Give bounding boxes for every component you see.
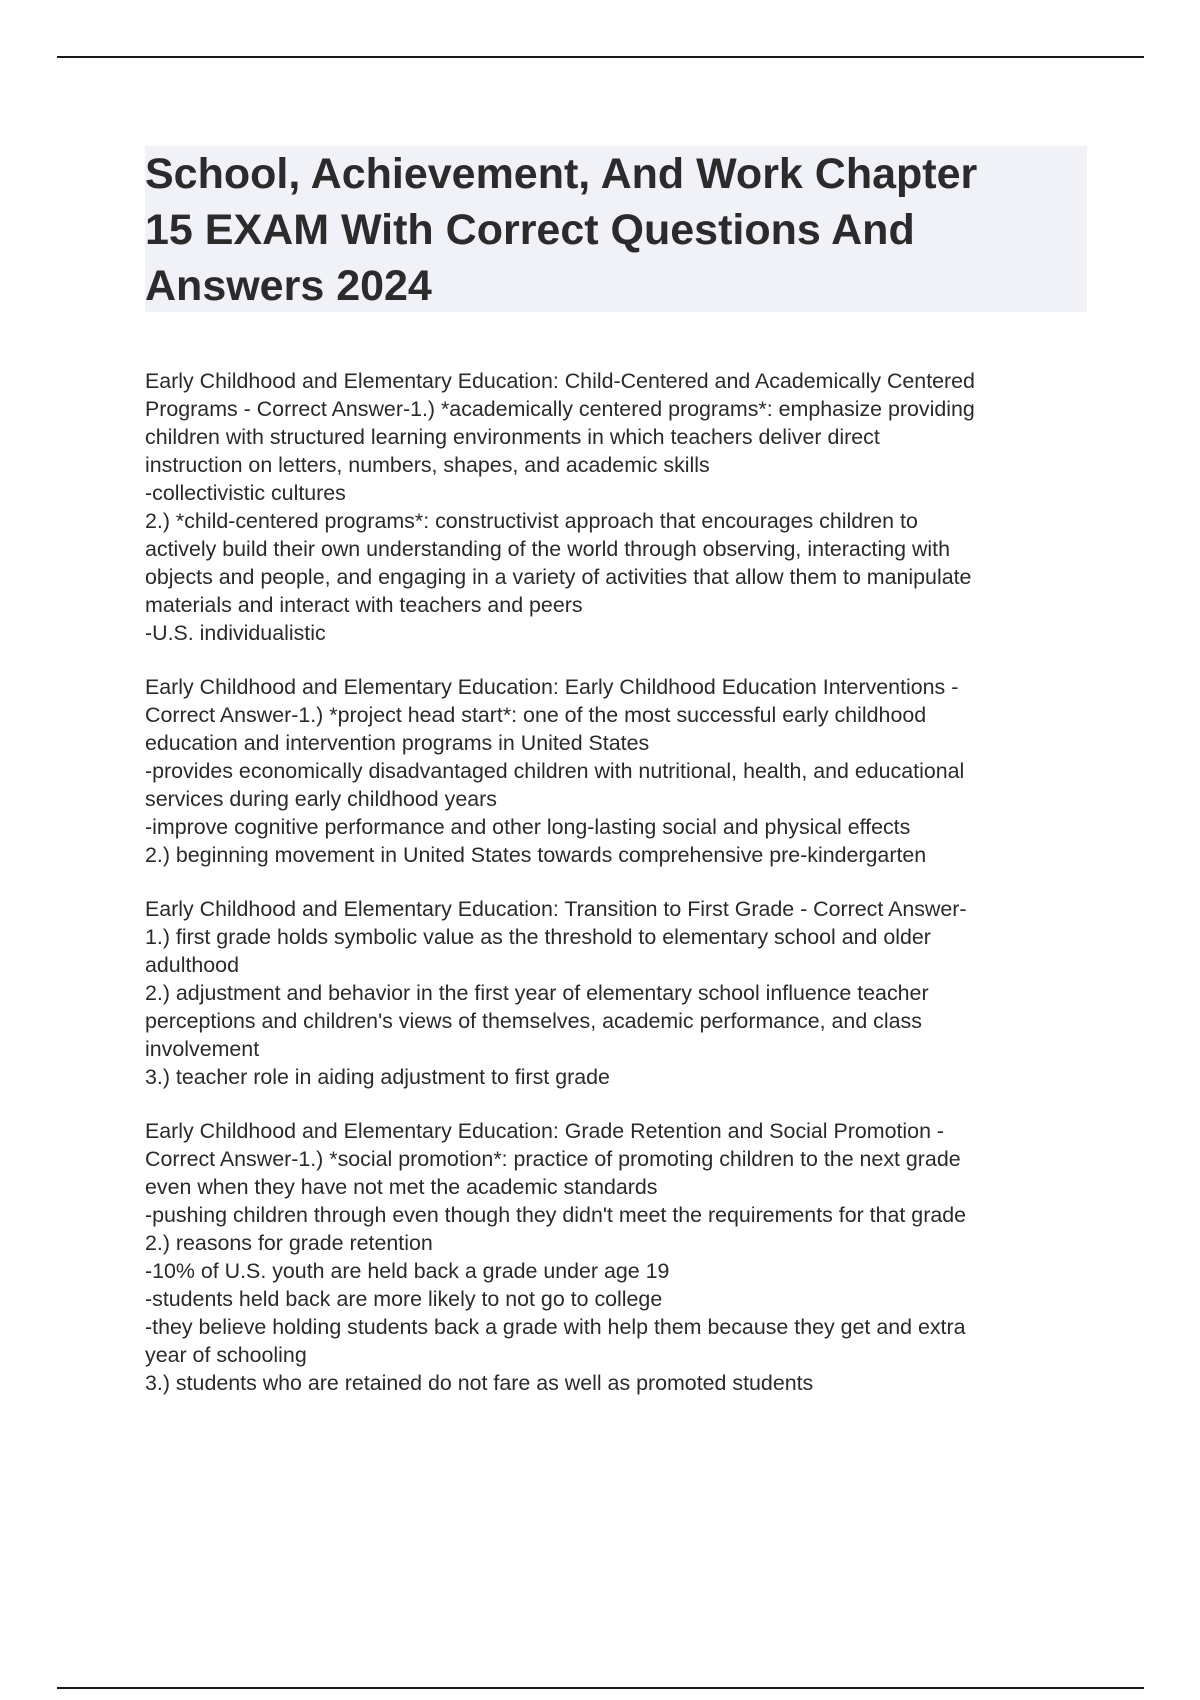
entry-line: year of schooling [145,1343,307,1367]
entry-line: Correct Answer-1.) *project head start*: one of the most successful early childhood [145,703,927,727]
entry-line: children with structured learning environments in which teachers deliver direct [145,425,880,449]
entry-line: -pushing children through even though they didn't meet the requirements for that grade [145,1203,967,1227]
entry-line: even when they have not met the academic standards [145,1175,658,1199]
bottom-rule [57,1687,1144,1689]
entry-line: perceptions and children's views of themselves, academic performance, and class [145,1009,922,1033]
entry-line: objects and people, and engaging in a variety of activities that allow them to manipulate [145,565,972,589]
title-block [145,146,1087,312]
qa-entry [145,367,1090,647]
entry-line: Programs - Correct Answer-1.) *academically centered programs*: emphasize providing [145,397,975,421]
entry-line: Early Childhood and Elementary Education: Transition to First Grade - Correct Answer- [145,897,967,921]
entry-line: 2.) reasons for grade retention [145,1231,433,1255]
entry-line: Early Childhood and Elementary Education: Grade Retention and Social Promotion - [145,1119,945,1143]
entry-line: -students held back are more likely to not go to college [145,1287,663,1311]
entry-line: -improve cognitive performance and other long-lasting social and physical effects [145,815,911,839]
qa-entry [145,895,1090,1091]
entry-line: -collectivistic cultures [145,481,346,505]
entry-line: 2.) *child-centered programs*: constructivist approach that encourages children to [145,509,918,533]
entry-line: actively build their own understanding of the world through observing, interacting with [145,537,950,561]
entry-line: -U.S. individualistic [145,621,326,645]
entry-line: instruction on letters, numbers, shapes, and academic skills [145,453,710,477]
entry-line: 2.) adjustment and behavior in the first year of elementary school influence teacher [145,981,929,1005]
entry-line: education and intervention programs in United States [145,731,650,755]
qa-entry [145,673,1090,869]
entry-line: 1.) first grade holds symbolic value as the threshold to elementary school and older [145,925,931,949]
entry-line: -they believe holding students back a grade with help them because they get and extra [145,1315,966,1339]
entry-line: 3.) students who are retained do not fare as well as promoted students [145,1371,814,1395]
entry-line: Early Childhood and Elementary Education: Early Childhood Education Interventions - [145,675,959,699]
entry-line: Correct Answer-1.) *social promotion*: practice of promoting children to the next grade [145,1147,961,1171]
entry-line: 3.) teacher role in aiding adjustment to first grade [145,1065,610,1089]
entry-line: 2.) beginning movement in United States towards comprehensive pre-kindergarten [145,843,927,867]
qa-entry [145,1117,1090,1397]
document-title: School, Achievement, And Work Chapter 15 EXAM With Correct Questions And Answers 2024 [145,150,978,310]
document-body [145,367,1090,1423]
entry-line: Early Childhood and Elementary Education: Child-Centered and Academically Centered [145,369,975,393]
entry-line: -provides economically disadvantaged children with nutritional, health, and educational [145,759,965,783]
entry-line: services during early childhood years [145,787,497,811]
entry-line: involvement [145,1037,260,1061]
entry-line: -10% of U.S. youth are held back a grade under age 19 [145,1259,670,1283]
top-rule [57,56,1144,58]
entry-line: materials and interact with teachers and peers [145,593,583,617]
entry-line: adulthood [145,953,239,977]
